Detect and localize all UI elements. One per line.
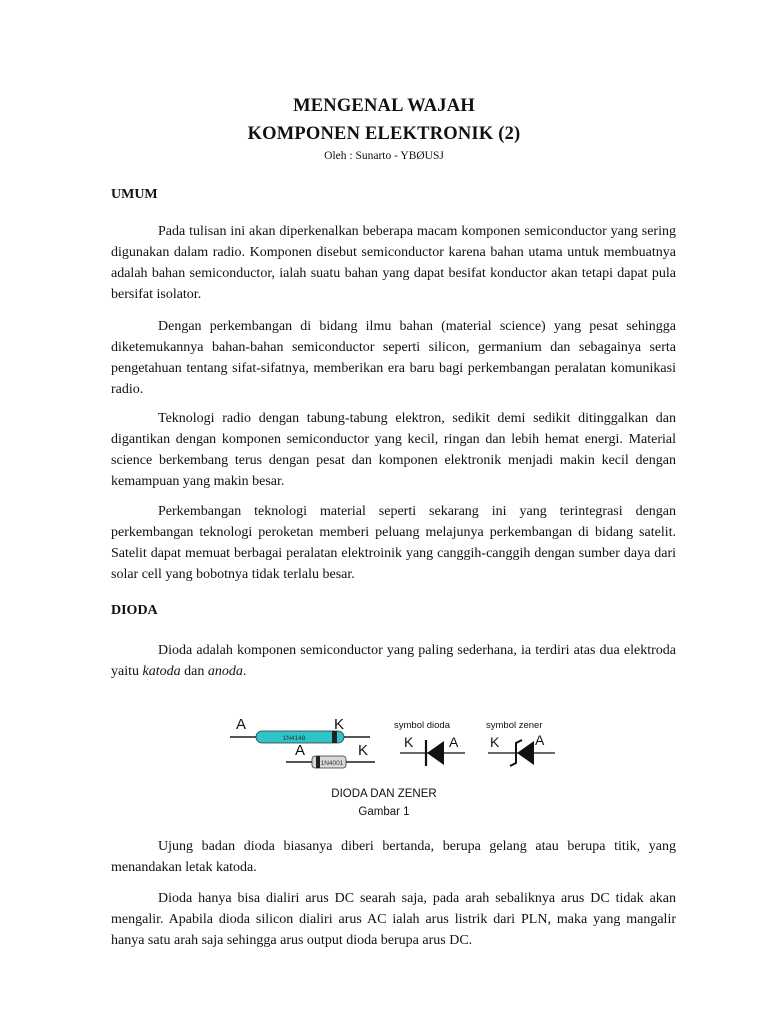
diode1-label-a: A	[236, 716, 247, 733]
diode-symbol-triangle	[427, 741, 444, 765]
zener-symbol-triangle	[517, 741, 534, 765]
symbol-zener-label: symbol zener	[486, 720, 543, 731]
intro-text-end: .	[242, 664, 247, 679]
term-anoda: anoda	[207, 664, 243, 679]
figure-caption-number: Gambar 1	[358, 806, 410, 818]
diode-1n4001	[286, 742, 375, 768]
paragraph-umum-3: Teknologi radio dengan tabung-tabung elektron, sedikit demi sedikit ditinggalkan dan digantikan dengan komponen semiconductor yang kecil, ringan dan lebih hemat energi. Material science berkembang terus dengan pesat dan komponen elektronik menjadi makin kecil dengan kemampuan yang makin besar.	[111, 411, 676, 489]
section-heading-umum: UMUM	[111, 187, 158, 202]
figure-caption-title: DIODA DAN ZENER	[331, 788, 437, 800]
symbol-diode-label-k: K	[404, 734, 414, 750]
diode2-label-a: A	[295, 742, 306, 759]
paragraph-umum-1: Pada tulisan ini akan diperkenalkan beberapa macam komponen semiconductor yang sering digunakan dalam radio. Komponen disebut semiconductor karena bahan utama untuk membuatnya adalah bahan semiconductor, ialah suatu bahan yang dapat besifat konductor akan tetapi dapat pula bersifat isolator.	[111, 224, 676, 302]
diode1-part-label: 1N4148	[282, 735, 306, 742]
term-katoda: katoda	[142, 664, 181, 679]
diode-symbol	[394, 720, 465, 766]
document-title-line1: MENGENAL WAJAH	[293, 96, 475, 116]
intro-text-start: Dioda adalah komponen semiconductor yang paling sederhana, ia terdiri atas dua elektroda yaitu	[111, 643, 676, 679]
symbol-zener-label-k: K	[490, 734, 500, 750]
paragraph-umum-2: Dengan perkembangan di bidang ilmu bahan (material science) yang pesat sehingga diketemukannya bahan-bahan semiconductor seperti silicon, germanium dan sebagainya serta pengetahuan tentang sifat-sifatnya, memberikan era baru bagi perkembangan peralatan komunikasi radio.	[111, 319, 676, 397]
zener-symbol	[486, 720, 555, 766]
paragraph-umum-4: Perkembangan teknologi material seperti sekarang ini yang terintegrasi dengan perkembangan teknologi peroketan memberi peluang melajunya perkembangan di bidang satelit. Satelit dapat memuat berbagai peralatan elektroinik yang canggih-canggih dengan sumber daya dari solar cell yang bobotnya tidak terlalu besar.	[111, 504, 676, 582]
symbol-diode-label-a: A	[449, 734, 459, 750]
section-heading-dioda: DIODA	[111, 603, 158, 618]
diode2-label-k: K	[358, 742, 369, 759]
diode-illustration	[228, 712, 558, 776]
diode-figure	[228, 712, 558, 776]
diode1-label-k: K	[334, 716, 345, 733]
paragraph-dioda-3: Dioda hanya bisa dialiri arus DC searah saja, pada arah sebaliknya arus DC tidak akan mengalir. Apabila dioda silicon dialiri arus AC ialah arus listrik dari PLN, maka yang mangalir hanya satu arah saja sehingga arus output dioda berupa arus DC.	[111, 891, 676, 948]
author-byline: Oleh : Sunarto - YBØUSJ	[324, 150, 444, 162]
paragraph-dioda-intro	[111, 640, 676, 682]
diode2-part-label: 1N4001	[320, 760, 344, 767]
symbol-diode-label: symbol dioda	[394, 720, 450, 731]
intro-text-middle: dan	[180, 664, 208, 679]
diode-1n4148	[230, 716, 370, 743]
paragraph-dioda-2: Ujung badan dioda biasanya diberi bertanda, berupa gelang atau berupa titik, yang menandakan letak katoda.	[111, 839, 676, 875]
symbol-zener-label-a: A	[535, 732, 545, 748]
document-title-line2: KOMPONEN ELEKTRONIK (2)	[247, 124, 521, 144]
diode2-cathode-band	[316, 756, 320, 768]
